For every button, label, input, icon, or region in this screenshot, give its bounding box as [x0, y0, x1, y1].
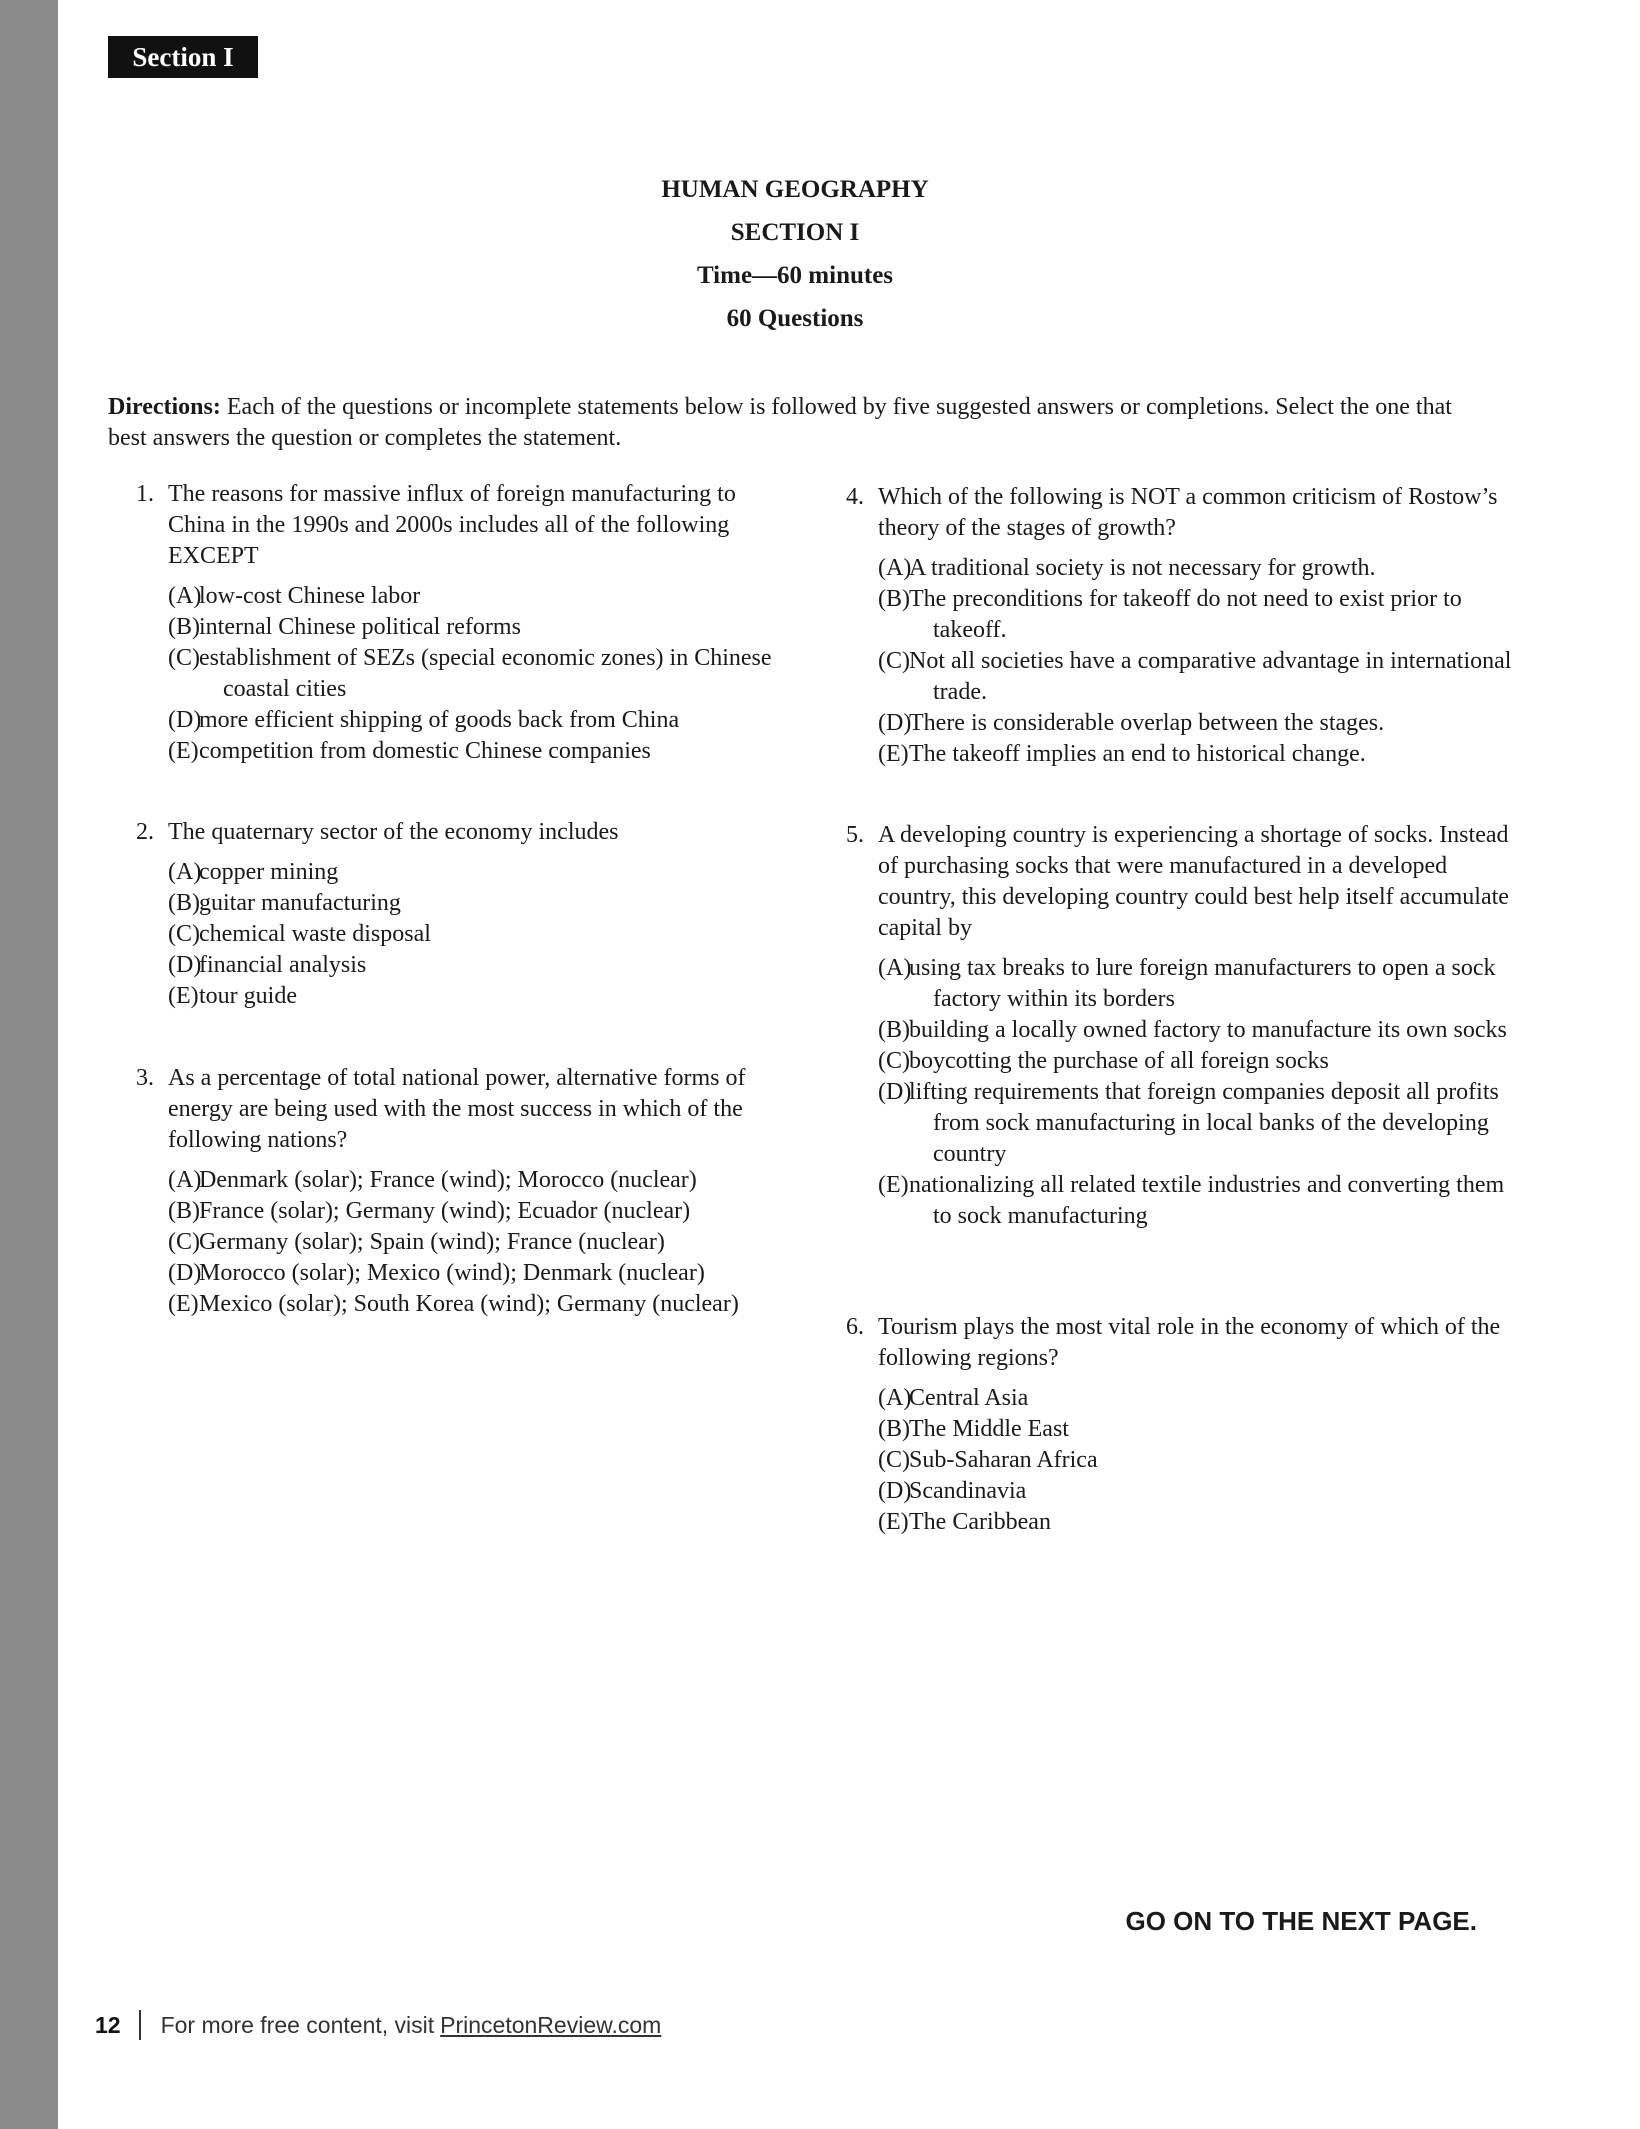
- choice-letter: (D): [168, 952, 202, 978]
- answer-choice: [818, 1476, 1518, 1507]
- question-number: 4.: [846, 484, 864, 510]
- answer-choices: [818, 553, 1518, 770]
- choice-letter: (D): [878, 1478, 912, 1504]
- answer-choice: [108, 581, 798, 612]
- answer-choice: [108, 981, 798, 1012]
- answer-choice: [818, 553, 1518, 584]
- answer-choice: [108, 612, 798, 643]
- question-number: 5.: [846, 822, 864, 848]
- choice-text: The preconditions for takeoff do not need to exist prior to takeoff.: [909, 586, 1462, 643]
- choice-text: guitar manufacturing: [199, 890, 401, 916]
- answer-choice: [818, 739, 1518, 770]
- answer-choice: [108, 1196, 798, 1227]
- page-number: 12: [95, 2011, 121, 2038]
- answer-choices: [818, 953, 1518, 1232]
- question-text: As a percentage of total national power, alternative forms of energy are being used with the most success in which of the following nations?: [168, 1065, 746, 1153]
- choice-letter: (D): [168, 707, 202, 733]
- choice-letter: (E): [878, 1509, 909, 1535]
- choice-letter: (B): [168, 890, 200, 916]
- choice-letter: (C): [168, 645, 200, 671]
- choice-letter: (A): [878, 1385, 912, 1411]
- question-stem: [108, 817, 798, 848]
- choice-text: more efficient shipping of goods back from China: [199, 707, 680, 733]
- question-stem: [108, 479, 798, 572]
- answer-choice: [818, 584, 1518, 646]
- answer-choice: [818, 1046, 1518, 1077]
- choice-text: establishment of SEZs (special economic zones) in Chinese coastal cities: [199, 645, 772, 702]
- next-page-notice: GO ON TO THE NEXT PAGE.: [1125, 1906, 1477, 1936]
- question-number: 6.: [846, 1314, 864, 1340]
- question-count: 60 Questions: [726, 305, 864, 332]
- choice-text: Morocco (solar); Mexico (wind); Denmark (nuclear): [199, 1260, 705, 1286]
- question: [818, 482, 1518, 770]
- question-number: 1.: [136, 481, 154, 507]
- choice-text: A traditional society is not necessary for growth.: [909, 555, 1376, 581]
- question-number: 2.: [136, 819, 154, 845]
- choice-letter: (D): [168, 1260, 202, 1286]
- answer-choices: [108, 1165, 798, 1320]
- section-tab: Section I: [108, 36, 258, 78]
- choice-letter: (E): [168, 1291, 199, 1317]
- choice-text: France (solar); Germany (wind); Ecuador (nuclear): [199, 1198, 691, 1224]
- section-title: SECTION I: [730, 219, 860, 246]
- choice-letter: (C): [878, 1048, 910, 1074]
- choice-letter: (B): [878, 1416, 910, 1442]
- answer-choice: [108, 857, 798, 888]
- footer-divider: [139, 2010, 141, 2040]
- choice-letter: (C): [168, 921, 200, 947]
- answer-choice: [818, 1383, 1518, 1414]
- question-text: A developing country is experiencing a shortage of socks. Instead of purchasing socks that were manufactured in a developed country, this developing country could best help itself accumulate capital by: [878, 822, 1509, 941]
- choice-text: Denmark (solar); France (wind); Morocco (nuclear): [199, 1167, 697, 1193]
- answer-choice: [108, 1165, 798, 1196]
- question-text: Which of the following is NOT a common criticism of Rostow’s theory of the stages of growth?: [878, 484, 1498, 541]
- choice-letter: (E): [168, 738, 199, 764]
- choice-letter: (A): [878, 555, 912, 581]
- time-limit: Time—60 minutes: [696, 262, 894, 289]
- choice-text: nationalizing all related textile industries and converting them to sock manufacturing: [909, 1172, 1505, 1229]
- choice-letter: (B): [878, 586, 910, 612]
- answer-choice: [108, 1258, 798, 1289]
- answer-choice: [818, 1015, 1518, 1046]
- answer-choices: [818, 1383, 1518, 1538]
- directions: [108, 392, 1478, 454]
- choice-letter: (B): [878, 1017, 910, 1043]
- subject-title: HUMAN GEOGRAPHY: [661, 176, 929, 203]
- answer-choice: [818, 1507, 1518, 1538]
- choice-text: tour guide: [199, 983, 297, 1009]
- directions-text: Each of the questions or incomplete statements below is followed by five suggested answers or completions. Select the one that best answers the question or completes the statement.: [108, 394, 1452, 451]
- choice-text: financial analysis: [199, 952, 367, 978]
- answer-choices: [108, 581, 798, 767]
- princeton-review-link[interactable]: PrincetonReview.com: [440, 2011, 662, 2038]
- choice-text: Sub-Saharan Africa: [909, 1447, 1098, 1473]
- directions-label: Directions:: [108, 394, 221, 420]
- choice-text: Not all societies have a comparative advantage in international trade.: [909, 648, 1512, 705]
- choice-text: The takeoff implies an end to historical change.: [909, 741, 1366, 767]
- answer-choice: [108, 950, 798, 981]
- question: [818, 1312, 1518, 1538]
- choice-text: copper mining: [199, 859, 339, 885]
- question-stem: [818, 1312, 1518, 1374]
- choice-text: There is considerable overlap between the stages.: [909, 710, 1385, 736]
- choice-letter: (A): [168, 859, 202, 885]
- question-text: Tourism plays the most vital role in the economy of which of the following regions?: [878, 1314, 1501, 1371]
- answer-choices: [108, 857, 798, 1012]
- choice-text: Germany (solar); Spain (wind); France (nuclear): [199, 1229, 665, 1255]
- choice-text: chemical waste disposal: [199, 921, 431, 947]
- choice-letter: (E): [878, 1172, 909, 1198]
- answer-choice: [818, 1445, 1518, 1476]
- choice-letter: (C): [878, 648, 910, 674]
- question-stem: [818, 482, 1518, 544]
- answer-choice: [818, 1170, 1518, 1232]
- choice-text: building a locally owned factory to manufacture its own socks: [909, 1017, 1507, 1043]
- choice-text: lifting requirements that foreign companies deposit all profits from sock manufacturing in local banks of the developing country: [909, 1079, 1499, 1167]
- question-stem: [818, 820, 1518, 944]
- choice-text: competition from domestic Chinese companies: [199, 738, 651, 764]
- choice-text: Central Asia: [909, 1385, 1029, 1411]
- answer-choice: [108, 919, 798, 950]
- choice-letter: (E): [878, 741, 909, 767]
- answer-choice: [818, 708, 1518, 739]
- choice-letter: (B): [168, 1198, 200, 1224]
- page-footer: [95, 2010, 661, 2040]
- choice-text: boycotting the purchase of all foreign socks: [909, 1048, 1329, 1074]
- question-text: The quaternary sector of the economy includes: [168, 819, 619, 845]
- choice-letter: (C): [168, 1229, 200, 1255]
- choice-text: The Caribbean: [909, 1509, 1051, 1535]
- answer-choice: [108, 736, 798, 767]
- answer-choice: [108, 1227, 798, 1258]
- answer-choice: [108, 1289, 798, 1320]
- question: [818, 820, 1518, 1232]
- question: [108, 817, 798, 1012]
- answer-choice: [818, 1414, 1518, 1445]
- question: [108, 479, 798, 767]
- answer-choice: [818, 646, 1518, 708]
- question-number: 3.: [136, 1065, 154, 1091]
- choice-text: low-cost Chinese labor: [199, 583, 421, 609]
- choice-text: The Middle East: [909, 1416, 1069, 1442]
- choice-text: using tax breaks to lure foreign manufacturers to open a sock factory within its borders: [909, 955, 1496, 1012]
- answer-choice: [108, 705, 798, 736]
- choice-letter: (A): [168, 1167, 202, 1193]
- choice-letter: (B): [168, 614, 200, 640]
- choice-letter: (E): [168, 983, 199, 1009]
- choice-letter: (D): [878, 710, 912, 736]
- choice-text: Mexico (solar); South Korea (wind); Germany (nuclear): [199, 1291, 739, 1317]
- answer-choice: [108, 888, 798, 919]
- choice-letter: (D): [878, 1079, 912, 1105]
- answer-choice: [108, 643, 798, 705]
- choice-text: Scandinavia: [909, 1478, 1027, 1504]
- question-text: The reasons for massive influx of foreign manufacturing to China in the 1990s and 2000s includes all of the following EXCEPT: [168, 481, 736, 569]
- footer-text: For more free content, visit: [160, 2011, 435, 2038]
- side-margin-bar: [0, 0, 58, 2129]
- answer-choice: [818, 953, 1518, 1015]
- choice-letter: (C): [878, 1447, 910, 1473]
- question-stem: [108, 1063, 798, 1156]
- question: [108, 1063, 798, 1320]
- answer-choice: [818, 1077, 1518, 1170]
- choice-text: internal Chinese political reforms: [199, 614, 521, 640]
- choice-letter: (A): [168, 583, 202, 609]
- choice-letter: (A): [878, 955, 912, 981]
